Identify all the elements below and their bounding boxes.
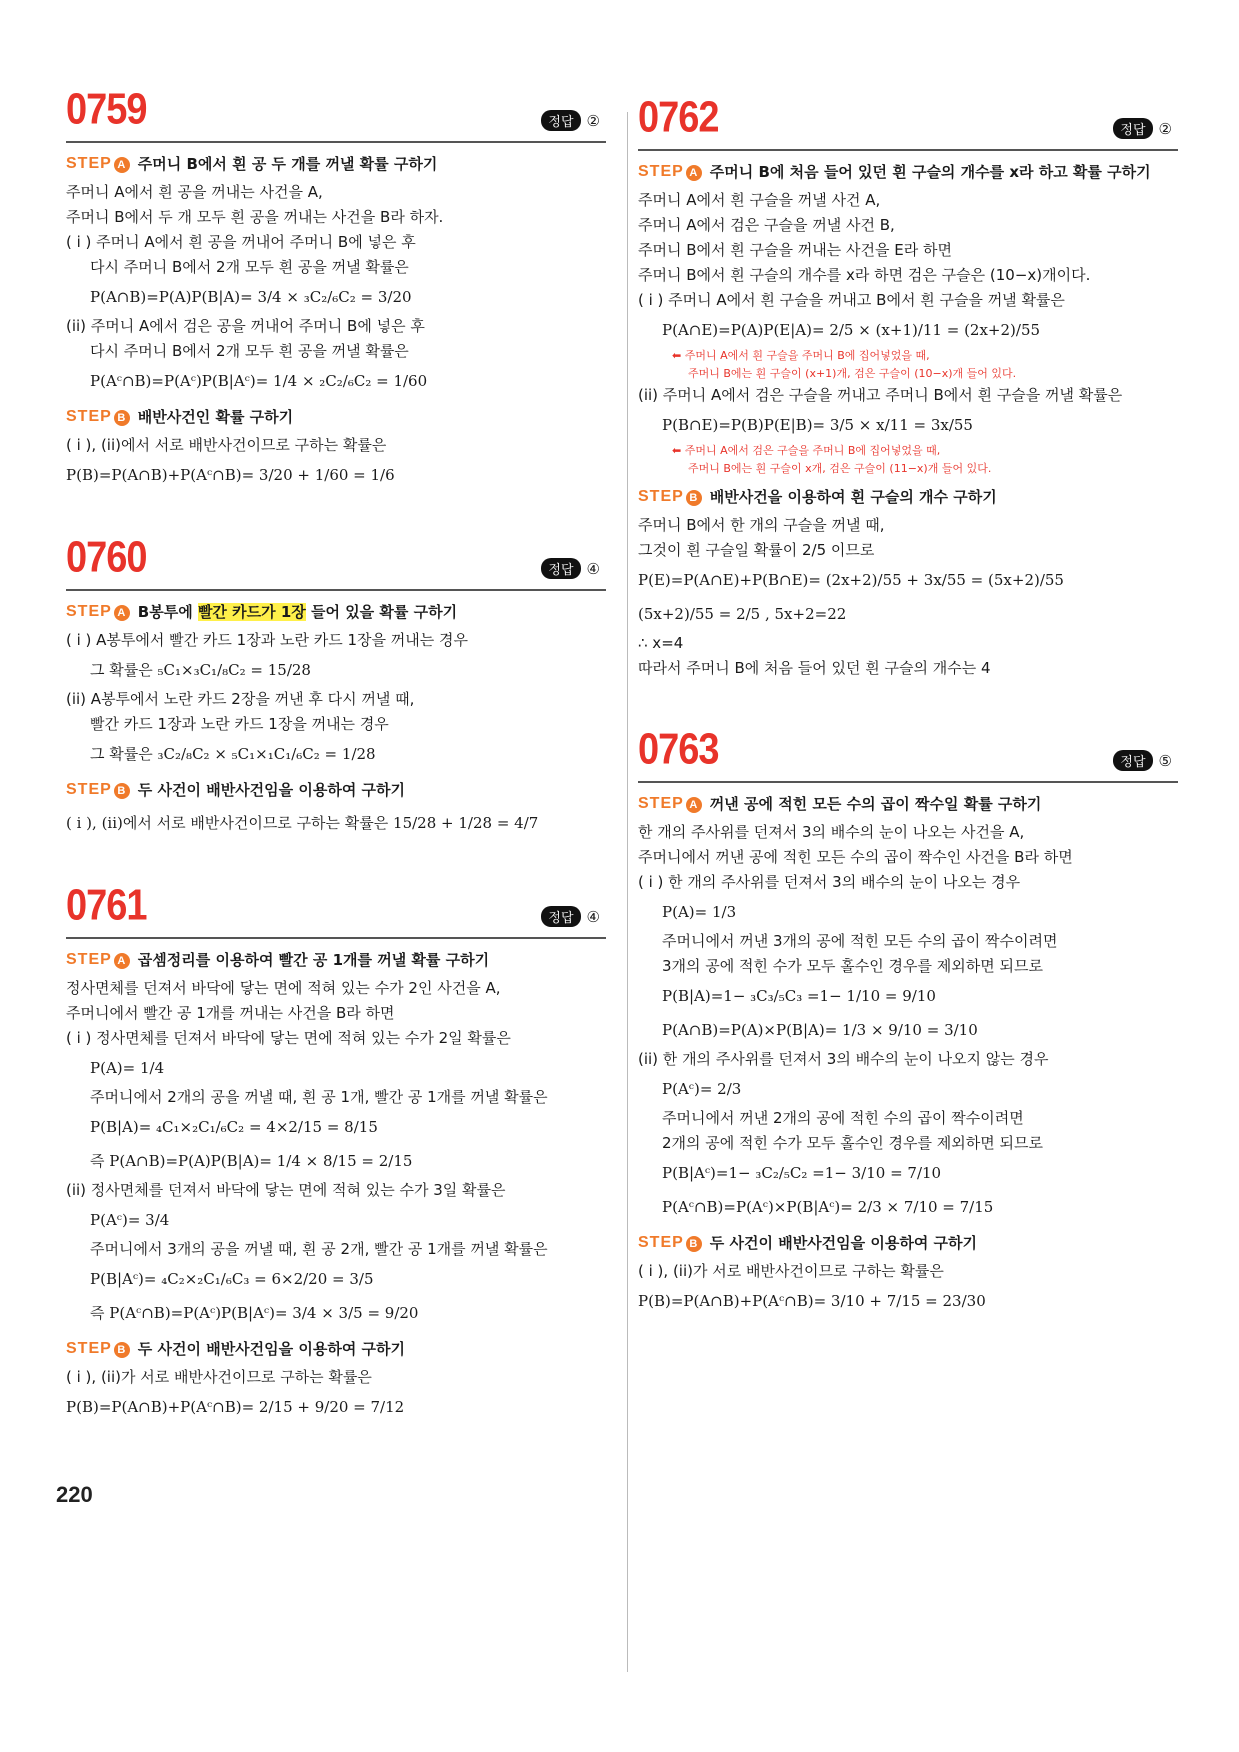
answer <box>541 906 600 927</box>
answer-value: ⑤ <box>1158 751 1172 770</box>
step-title: 주머니 B에서 흰 공 두 개를 꺼낼 확률 구하기 <box>137 155 438 173</box>
step-b-heading <box>66 1338 606 1359</box>
step-a-heading <box>638 161 1178 182</box>
answer-badge: 정답 <box>541 906 580 927</box>
note: ⬅ 주머니 A에서 흰 구슬을 주머니 B에 집어넣었을 때, <box>672 349 930 362</box>
step-tag: STEP A <box>638 163 702 181</box>
text-line: (ii) A봉투에서 노란 카드 2장을 꺼낸 후 다시 꺼낼 때, <box>66 690 415 708</box>
text-line: ( i ) A봉투에서 빨간 카드 1장과 노란 카드 1장을 꺼내는 경우 <box>66 631 468 649</box>
equation: P(A)= 1/4 <box>90 1059 165 1077</box>
equation: P(Aᶜ∩B)=P(Aᶜ)P(B|Aᶜ)= 1/4 × ₂C₂/₆C₂ = 1/60 <box>90 372 428 390</box>
answer <box>541 110 600 131</box>
equation: P(A)= 1/3 <box>662 903 737 921</box>
text-line: 주머니 A에서 흰 구슬을 꺼낼 사건 A, <box>638 191 881 209</box>
equation: P(A∩B)=P(A)P(B|A)= 3/4 × ₃C₂/₆C₂ = 3/20 <box>90 288 412 306</box>
equation: 즉 P(Aᶜ∩B)=P(Aᶜ)P(B|Aᶜ)= 3/4 × 3/5 = 9/20 <box>90 1304 419 1322</box>
text-line: ( i ) 정사면체를 던져서 바닥에 닿는 면에 적혀 있는 수가 2일 확률은 <box>66 1029 511 1047</box>
problem-0760 <box>66 533 606 840</box>
title-rule <box>66 937 606 939</box>
equation: P(B|Aᶜ)= ₄C₂×₂C₁/₆C₃ = 6×2/20 = 3/5 <box>90 1270 374 1288</box>
problem-0763 <box>638 725 1178 1318</box>
answer-value: ④ <box>586 559 600 578</box>
text-line: 주머니에서 꺼낸 공에 적힌 모든 수의 곱이 짝수인 사건을 B라 하면 <box>638 848 1073 866</box>
title-rule <box>638 149 1178 151</box>
equation: ( i ), (ii)에서 서로 배반사건이므로 구하는 확률은 15/28 + 1/28 = 4/7 <box>66 814 539 832</box>
text-line: (ii) 주머니 A에서 검은 공을 꺼내어 주머니 B에 넣은 후 <box>66 317 425 335</box>
problem-number: 0761 <box>66 881 147 930</box>
step-b-heading <box>638 1232 1178 1253</box>
text-line: 주머니 A에서 검은 구슬을 꺼낼 사건 B, <box>638 216 895 234</box>
equation: (5x+2)/55 = 2/5 , 5x+2=22 <box>638 605 847 623</box>
equation: P(B|A)=1− ₃C₃/₅C₃ =1− 1/10 = 9/10 <box>662 987 936 1005</box>
step-tag: STEP A <box>66 155 130 173</box>
step-tag: STEP A <box>638 795 702 813</box>
problem-0762 <box>638 93 1178 681</box>
equation: P(B∩E)=P(B)P(E|B)= 3/5 × x/11 = 3x/55 <box>662 416 973 434</box>
answer-badge: 정답 <box>1113 750 1152 771</box>
answer-badge: 정답 <box>1113 118 1152 139</box>
answer-value: ② <box>1158 119 1172 138</box>
text-line: ( i ), (ii)가 서로 배반사건이므로 구하는 확률은 <box>66 1368 372 1386</box>
text-line: 빨간 카드 1장과 노란 카드 1장을 꺼내는 경우 <box>90 715 389 733</box>
equation: 그 확률은 ₃C₂/₈C₂ × ₅C₁×₁C₁/₆C₂ = 1/28 <box>90 745 376 763</box>
step-title: 주머니 B에 처음 들어 있던 흰 구슬의 개수를 x라 하고 확률 구하기 <box>709 163 1151 181</box>
text-line: ( i ) 주머니 A에서 흰 구슬을 꺼내고 B에서 흰 구슬을 꺼낼 확률은 <box>638 291 1065 309</box>
note: ⬅ 주머니 A에서 검은 구슬을 주머니 B에 집어넣었을 때, <box>672 444 941 457</box>
step-b-heading <box>66 779 606 800</box>
step-tag: STEP B <box>66 408 130 426</box>
step-tag: STEP B <box>638 1234 702 1252</box>
highlight: 빨간 카드가 1장 <box>197 603 306 621</box>
answer-value: ② <box>586 111 600 130</box>
text-line: 주머니에서 2개의 공을 꺼낼 때, 흰 공 1개, 빨간 공 1개를 꺼낼 확률은 <box>90 1088 548 1106</box>
title-rule <box>66 589 606 591</box>
answer <box>541 558 600 579</box>
equation: P(E)=P(A∩E)+P(B∩E)= (2x+2)/55 + 3x/55 = (5x+2)/55 <box>638 571 1064 589</box>
problem-number: 0763 <box>638 725 719 774</box>
text-line: 그것이 흰 구슬일 확률이 2/5 이므로 <box>638 541 875 559</box>
step-a-heading <box>638 793 1178 814</box>
step-title: 배반사건인 확률 구하기 <box>137 408 294 426</box>
text-line: (ii) 정사면체를 던져서 바닥에 닿는 면에 적혀 있는 수가 3일 확률은 <box>66 1181 506 1199</box>
text-line: 주머니 B에서 한 개의 구슬을 꺼낼 때, <box>638 516 885 534</box>
text-line: ( i ), (ii)에서 서로 배반사건이므로 구하는 확률은 <box>66 436 387 454</box>
equation: 즉 P(A∩B)=P(A)P(B|A)= 1/4 × 8/15 = 2/15 <box>90 1152 413 1170</box>
equation: P(Aᶜ∩B)=P(Aᶜ)×P(B|Aᶜ)= 2/3 × 7/10 = 7/15 <box>662 1198 994 1216</box>
step-tag: STEP B <box>66 1340 130 1358</box>
equation: 그 확률은 ₅C₁×₃C₁/₈C₂ = 15/28 <box>90 661 311 679</box>
step-tag: STEP B <box>66 781 130 799</box>
equation: P(Aᶜ)= 2/3 <box>662 1080 742 1098</box>
problem-number: 0759 <box>66 85 147 134</box>
step-title: 배반사건을 이용하여 흰 구슬의 개수 구하기 <box>709 488 997 506</box>
text-line: (ii) 한 개의 주사위를 던져서 3의 배수의 눈이 나오지 않는 경우 <box>638 1050 1049 1068</box>
text-line: 주머니 B에서 흰 구슬을 꺼내는 사건을 E라 하면 <box>638 241 952 259</box>
note: 주머니 B에는 흰 구슬이 x개, 검은 구슬이 (11−x)개 들어 있다. <box>688 462 992 475</box>
text-line: 주머니에서 3개의 공을 꺼낼 때, 흰 공 2개, 빨간 공 1개를 꺼낼 확률은 <box>90 1240 548 1258</box>
step-b-heading <box>66 406 606 427</box>
step-tag: STEP B <box>638 488 702 506</box>
step-title: B봉투에 빨간 카드가 1장 들어 있을 확률 구하기 <box>137 603 458 621</box>
problem-0759 <box>66 85 606 492</box>
step-b-heading <box>638 486 1178 507</box>
equation: P(B)=P(A∩B)+P(Aᶜ∩B)= 3/20 + 1/60 = 1/6 <box>66 466 395 484</box>
equation: P(A∩B)=P(A)×P(B|A)= 1/3 × 9/10 = 3/10 <box>662 1021 978 1039</box>
step-title: 꺼낸 공에 적힌 모든 수의 곱이 짝수일 확률 구하기 <box>709 795 1042 813</box>
answer <box>1113 750 1172 771</box>
problem-number: 0762 <box>638 93 719 142</box>
answer-value: ④ <box>586 907 600 926</box>
text-line: 주머니에서 꺼낸 2개의 공에 적힌 수의 곱이 짝수이려면 <box>662 1109 1024 1127</box>
equation: P(B)=P(A∩B)+P(Aᶜ∩B)= 2/15 + 9/20 = 7/12 <box>66 1398 405 1416</box>
problem-0761 <box>66 881 606 1424</box>
text-line: 다시 주머니 B에서 2개 모두 흰 공을 꺼낼 확률은 <box>90 342 409 360</box>
text-line: 주머니에서 꺼낸 3개의 공에 적힌 모든 수의 곱이 짝수이려면 <box>662 932 1058 950</box>
problem-number: 0760 <box>66 533 147 582</box>
step-title: 두 사건이 배반사건임을 이용하여 구하기 <box>709 1234 978 1252</box>
equation: P(B|Aᶜ)=1− ₃C₂/₅C₂ =1− 3/10 = 7/10 <box>662 1164 942 1182</box>
text-line: ( i ), (ii)가 서로 배반사건이므로 구하는 확률은 <box>638 1262 944 1280</box>
text-line: 주머니 A에서 흰 공을 꺼내는 사건을 A, <box>66 183 323 201</box>
answer-badge: 정답 <box>541 110 580 131</box>
answer <box>1113 118 1172 139</box>
step-a-heading <box>66 601 606 622</box>
page-number: 220 <box>56 1482 93 1507</box>
text-line: ∴ x=4 <box>638 634 684 652</box>
step-a-heading <box>66 949 606 970</box>
text-line: 다시 주머니 B에서 2개 모두 흰 공을 꺼낼 확률은 <box>90 258 409 276</box>
title-rule <box>66 141 606 143</box>
text-line: 주머니에서 빨간 공 1개를 꺼내는 사건을 B라 하면 <box>66 1004 395 1022</box>
step-tag: STEP A <box>66 603 130 621</box>
step-title: 두 사건이 배반사건임을 이용하여 구하기 <box>137 781 406 799</box>
step-title: 곱셈정리를 이용하여 빨간 공 1개를 꺼낼 확률 구하기 <box>137 951 490 969</box>
text-line: 정사면체를 던져서 바닥에 닿는 면에 적혀 있는 수가 2인 사건을 A, <box>66 979 501 997</box>
answer-badge: 정답 <box>541 558 580 579</box>
text-line: (ii) 주머니 A에서 검은 구슬을 꺼내고 주머니 B에서 흰 구슬을 꺼낼 확률은 <box>638 386 1123 404</box>
equation: P(Aᶜ)= 3/4 <box>90 1211 170 1229</box>
text-line: 주머니 B에서 두 개 모두 흰 공을 꺼내는 사건을 B라 하자. <box>66 208 444 226</box>
equation: P(B)=P(A∩B)+P(Aᶜ∩B)= 3/10 + 7/15 = 23/30 <box>638 1292 986 1310</box>
column-divider <box>627 112 628 1672</box>
step-title: 두 사건이 배반사건임을 이용하여 구하기 <box>137 1340 406 1358</box>
note: 주머니 B에는 흰 구슬이 (x+1)개, 검은 구슬이 (10−x)개 들어 있다. <box>688 367 1017 380</box>
text-line: 한 개의 주사위를 던져서 3의 배수의 눈이 나오는 사건을 A, <box>638 823 1025 841</box>
title-rule <box>638 781 1178 783</box>
step-tag: STEP A <box>66 951 130 969</box>
text-line: 주머니 B에서 흰 구슬의 개수를 x라 하면 검은 구슬은 (10−x)개이다. <box>638 266 1091 284</box>
equation: P(A∩E)=P(A)P(E|A)= 2/5 × (x+1)/11 = (2x+2)/55 <box>662 321 1041 339</box>
text-line: ( i ) 한 개의 주사위를 던져서 3의 배수의 눈이 나오는 경우 <box>638 873 1021 891</box>
equation: P(B|A)= ₄C₁×₂C₁/₆C₂ = 4×2/15 = 8/15 <box>90 1118 378 1136</box>
text-line: ( i ) 주머니 A에서 흰 공을 꺼내어 주머니 B에 넣은 후 <box>66 233 416 251</box>
step-a-heading <box>66 153 606 174</box>
text-line: 2개의 공에 적힌 수가 모두 홀수인 경우를 제외하면 되므로 <box>662 1134 1043 1152</box>
text-line: 따라서 주머니 B에 처음 들어 있던 흰 구슬의 개수는 4 <box>638 659 991 677</box>
text-line: 3개의 공에 적힌 수가 모두 홀수인 경우를 제외하면 되므로 <box>662 957 1043 975</box>
